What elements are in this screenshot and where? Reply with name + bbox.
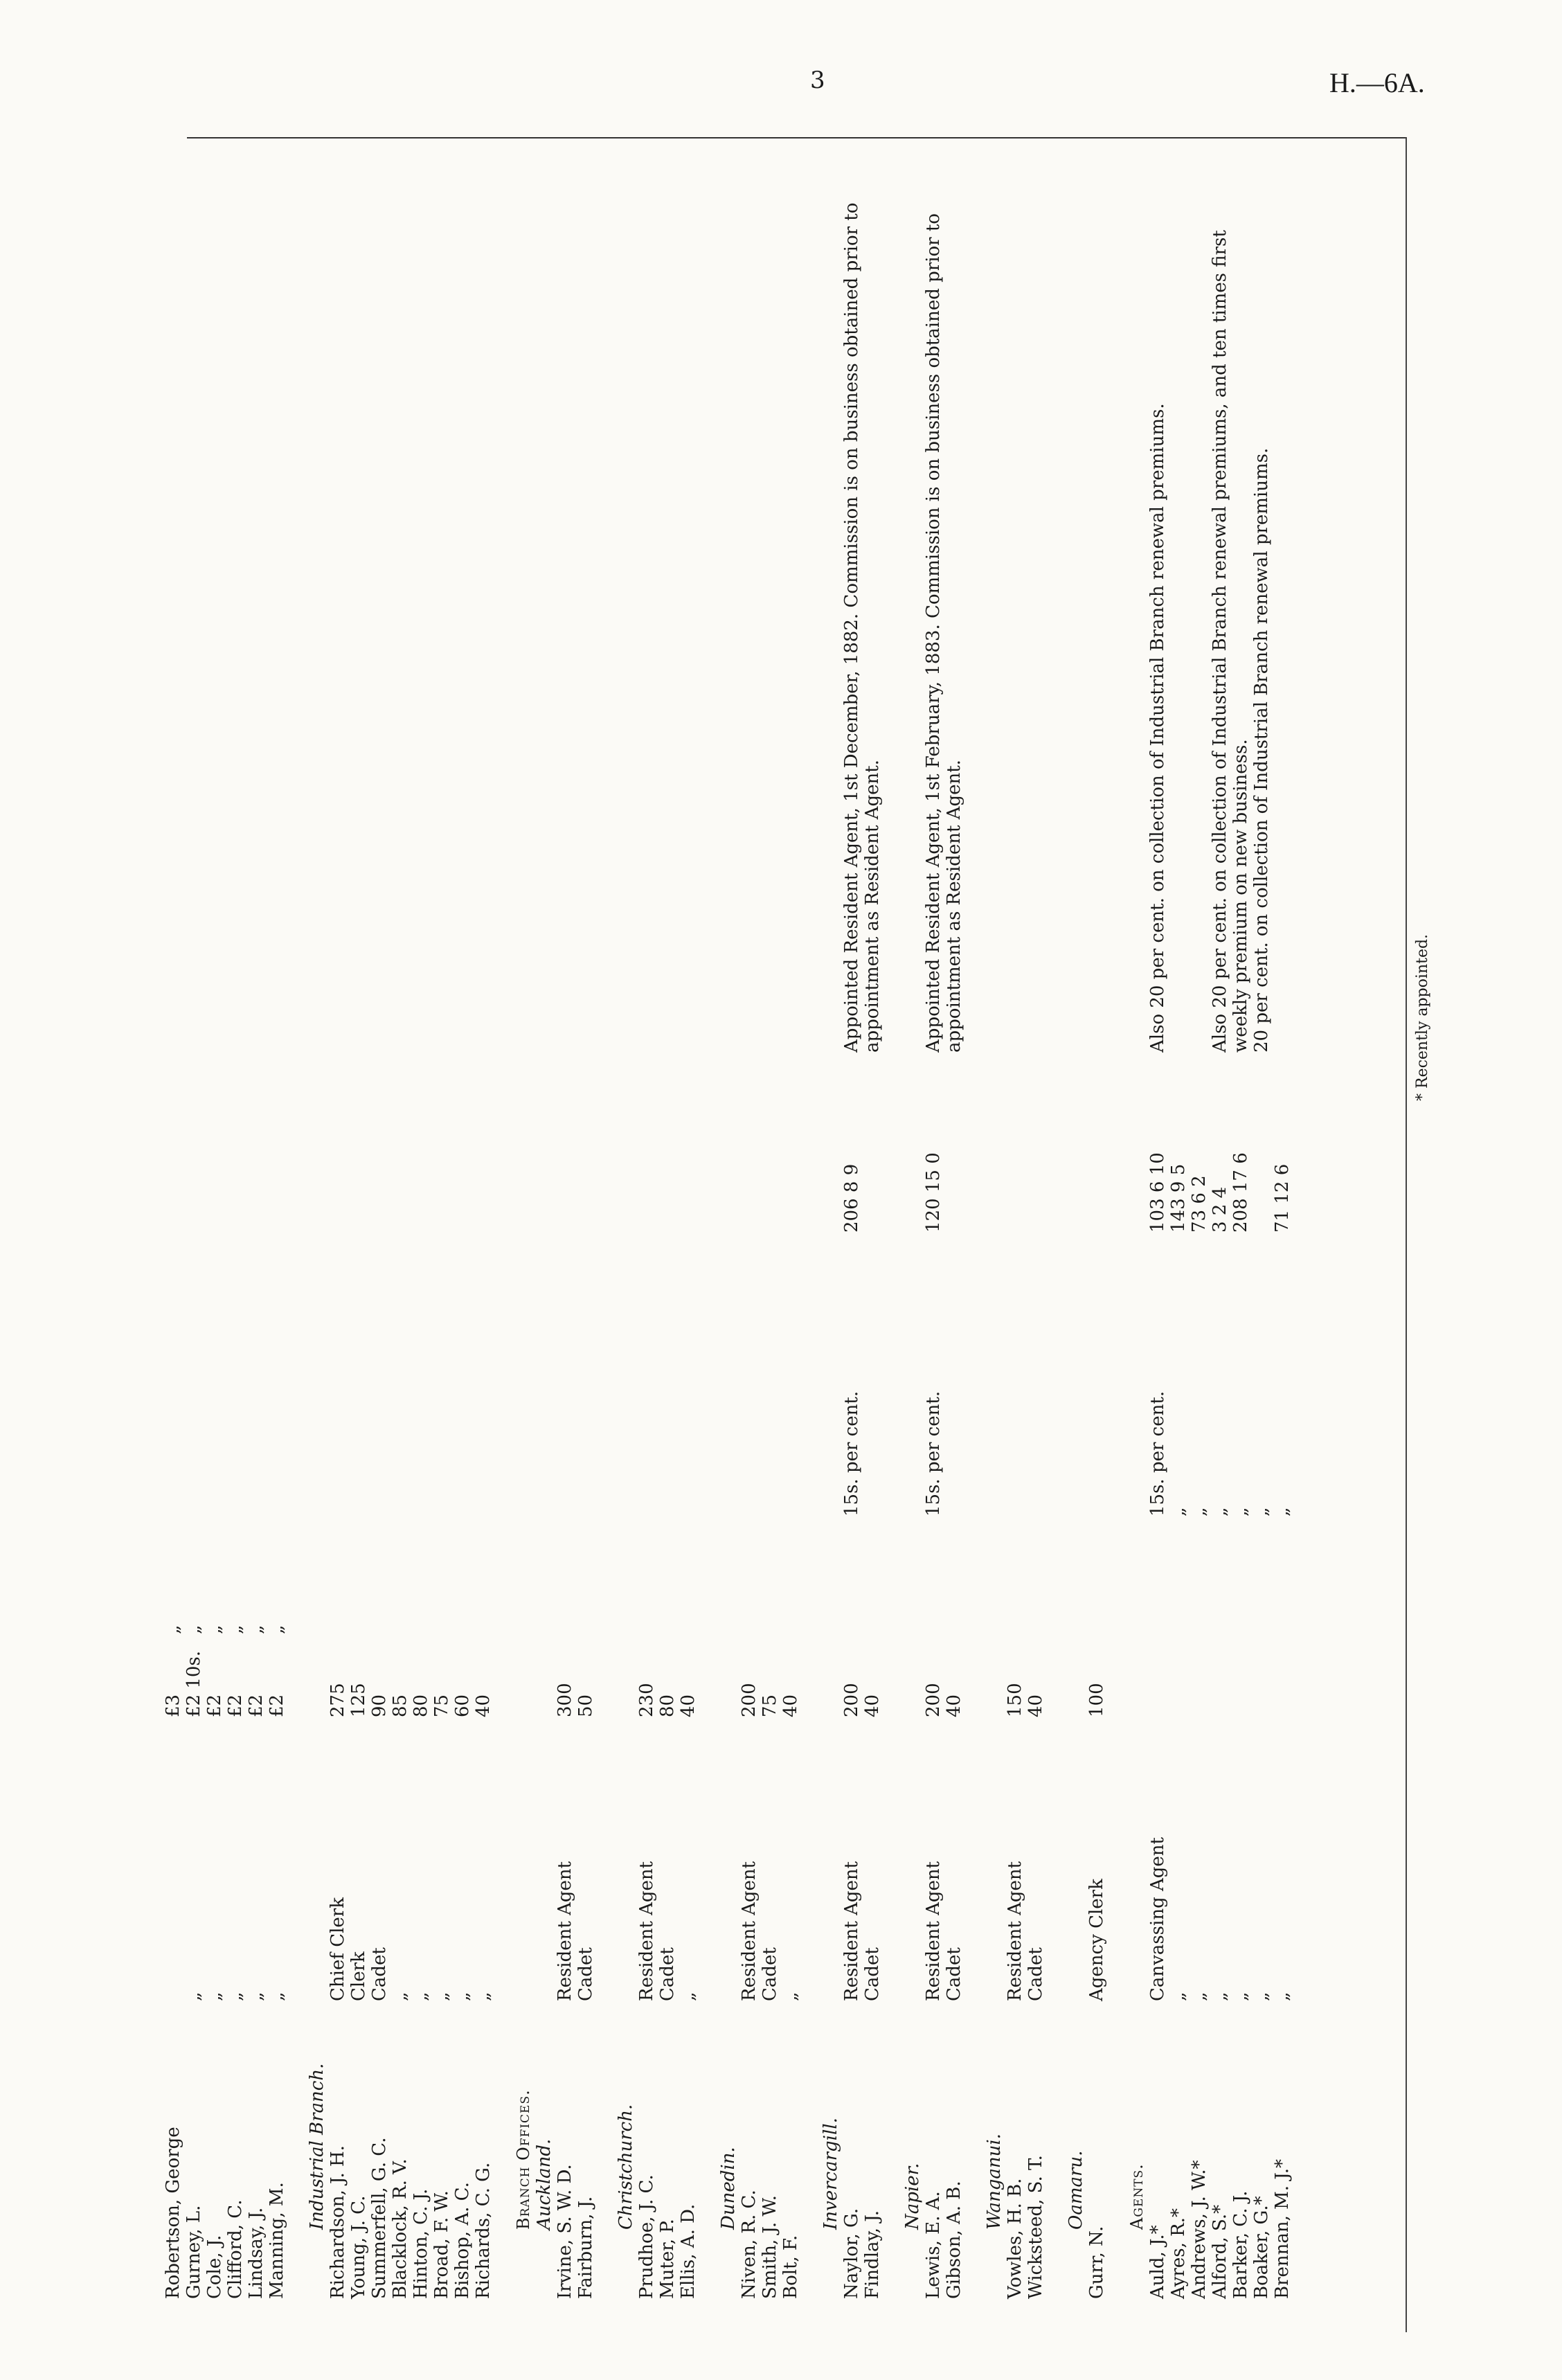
position-cell: „ (452, 1992, 473, 2001)
name-cell: Lindsay, J. (246, 2207, 267, 2299)
position-cell: „ (678, 1992, 699, 2001)
position-cell: Agency Clerk (1086, 1879, 1107, 2001)
table-row (657, 166, 678, 2299)
row-gap (699, 166, 718, 2299)
name-cell: Broad, F. W. (431, 2190, 452, 2299)
row-gap (1046, 166, 1066, 2299)
place-heading (902, 166, 923, 2299)
salary-cell: 60 (452, 1694, 473, 1717)
name-cell: Clifford, C. (225, 2199, 246, 2299)
commission-cell: 15s. per cent. (841, 1390, 862, 1516)
position-cell: Cadet (862, 1947, 883, 2001)
name-cell: Robertson, George (163, 2127, 183, 2299)
position-cell: „ (267, 1992, 287, 2001)
row-gap (494, 166, 513, 2299)
table-row (1251, 166, 1272, 2299)
table-row (1272, 166, 1293, 2299)
table-row (944, 166, 964, 2299)
salary-cell: „ (163, 1625, 183, 1634)
row-gap (801, 166, 820, 2299)
table-row (348, 166, 369, 2299)
position-cell: „ (1251, 1992, 1272, 2001)
position-cell: „ (431, 1992, 452, 2001)
table-row (204, 166, 225, 2299)
table-row (327, 166, 348, 2299)
name-cell: Gurney, L. (183, 2205, 204, 2299)
position-cell: „ (411, 1992, 431, 2001)
name-cell: Bishop, A. C. (452, 2182, 473, 2299)
row-gap (883, 166, 902, 2299)
position-cell: „ (246, 1992, 267, 2001)
salary-cell: 75 (431, 1694, 452, 1717)
table-row (575, 166, 596, 2299)
name-cell: Blacklock, R. V. (390, 2158, 411, 2299)
row-gap (287, 166, 307, 2299)
table-row (225, 166, 246, 2299)
salary-cell: 80 (657, 1694, 678, 1717)
salary-cell: 300 (555, 1683, 575, 1717)
table-row (1147, 166, 1168, 2299)
place-heading-text: Invercargill. (820, 2118, 841, 2230)
salary-cell: 275 (327, 1683, 348, 1717)
table-row (1189, 166, 1210, 2299)
table-row (1005, 166, 1025, 2299)
position-cell: Chief Clerk (327, 1897, 348, 2001)
table-row (1086, 166, 1107, 2299)
position-cell: „ (183, 1992, 204, 2001)
salary-cell: £2 (204, 1694, 225, 1717)
commission-cell: „ (1210, 1507, 1230, 1516)
top-rule (187, 137, 1406, 138)
salary-cell: 75 (760, 1694, 780, 1717)
name-cell: Fairburn, J. (575, 2196, 596, 2299)
remarks-cell: 20 per cent. on collection of Industrial Branch renewal premiums. (1251, 447, 1272, 1053)
table-row (862, 166, 883, 2299)
name-cell: Young, J. C. (348, 2195, 369, 2299)
amount-cell: 71 12 6 (1272, 1163, 1293, 1233)
table-row (555, 166, 575, 2299)
position-cell: „ (780, 1992, 801, 2001)
remarks-cell: Also 20 per cent. on collection of Industrial Branch renewal premiums, and ten times first weekly premium on new business. (1210, 230, 1251, 1053)
place-heading-text: Auckland. (534, 2138, 555, 2230)
salary-cell: 85 (390, 1694, 411, 1717)
salary-cell: 50 (575, 1694, 596, 1717)
name-cell: Auld, J.* (1147, 2225, 1168, 2299)
position-cell: Clerk (348, 1951, 369, 2001)
commission-cell: 15s. per cent. (1147, 1390, 1168, 1516)
salary-cell: 200 (739, 1683, 760, 1717)
amount-cell: 73 6 2 (1189, 1175, 1210, 1233)
commission-cell: „ (1168, 1507, 1189, 1516)
commission-cell: „ (1189, 1507, 1210, 1516)
position-cell: Resident Agent (739, 1861, 760, 2001)
salary-cell: 200 (841, 1683, 862, 1717)
name-cell: Hinton, C. J. (411, 2188, 431, 2299)
name-cell: Wicksteed, S. T. (1025, 2155, 1046, 2299)
section-heading (307, 166, 327, 2299)
position-cell: „ (1230, 1992, 1251, 2001)
commission-cell: „ (1251, 1507, 1272, 1516)
table-row (780, 166, 801, 2299)
place-heading-text: Christchurch. (616, 2104, 636, 2230)
section-heading-text: Agents. (1127, 2163, 1147, 2230)
row-gap (964, 166, 984, 2299)
name-cell: Alford, S.* (1210, 2204, 1230, 2299)
section-heading (1126, 166, 1147, 2299)
position-cell: Resident Agent (636, 1861, 657, 2001)
position-cell: Resident Agent (923, 1861, 944, 2001)
position-cell: Resident Agent (841, 1861, 862, 2001)
salary-cell: £2 (267, 1694, 287, 1717)
commission-cell: 15s. per cent. (923, 1390, 944, 1516)
remarks-cell: Also 20 per cent. on collection of Industrial Branch renewal premiums. (1147, 403, 1168, 1053)
salary-cell: 100 (1086, 1683, 1107, 1717)
table-row (431, 166, 452, 2299)
salary-cell: „ (183, 1625, 204, 1634)
table-row (452, 166, 473, 2299)
place-heading-text: Oamaru. (1066, 2150, 1086, 2230)
staff-table (163, 166, 1464, 2299)
salary-cell: 150 (1005, 1683, 1025, 1717)
name-cell: Brennan, M. J.* (1272, 2158, 1293, 2299)
table-row (163, 166, 183, 2299)
name-cell: Andrews, J. W.* (1189, 2160, 1210, 2299)
salary-cell: 230 (636, 1683, 657, 1717)
footnote: * Recently appointed. (1414, 933, 1431, 1101)
salary-cell: 200 (923, 1683, 944, 1717)
name-cell: Naylor, G. (841, 2208, 862, 2299)
salary-cell: 125 (348, 1683, 369, 1717)
name-cell: Smith, J. W. (760, 2195, 780, 2299)
place-heading-text: Napier. (902, 2163, 923, 2230)
place-heading (718, 166, 739, 2299)
salary-cell: £2 (225, 1694, 246, 1717)
table-row (411, 166, 431, 2299)
amount-cell: 143 9 5 (1168, 1163, 1189, 1233)
table-row (739, 166, 760, 2299)
name-cell: Irvine, S. W. D. (555, 2164, 575, 2299)
table-row (267, 166, 287, 2299)
salary-cell: £2 (246, 1694, 267, 1717)
position-cell: Cadet (760, 1947, 780, 2001)
table-row (390, 166, 411, 2299)
row-gap (596, 166, 616, 2299)
name-cell: Bolt, F. (780, 2235, 801, 2299)
amount-cell: 120 15 0 (923, 1152, 944, 1233)
name-cell: Lewis, E. A. (923, 2191, 944, 2299)
name-cell: Boaker, G.* (1251, 2196, 1272, 2299)
place-heading (616, 166, 636, 2299)
section-heading (513, 166, 534, 2299)
position-cell: Resident Agent (1005, 1861, 1025, 2001)
place-heading (534, 166, 555, 2299)
position-cell: „ (1189, 1992, 1210, 2001)
table-row (678, 166, 699, 2299)
section-heading-text: Industrial Branch. (307, 2063, 327, 2230)
amount-cell: 3 2 4 (1210, 1186, 1230, 1233)
name-cell: Gibson, A. B. (944, 2181, 964, 2299)
row-gap (1107, 166, 1126, 2299)
salary-cell: 40 (944, 1694, 964, 1717)
table-row (473, 166, 494, 2299)
salary-cell: „ (267, 1625, 287, 1634)
name-cell: Vowles, H. B. (1005, 2178, 1025, 2299)
salary-cell: 90 (369, 1694, 390, 1717)
table-row (369, 166, 390, 2299)
name-cell: Gurr, N. (1086, 2226, 1107, 2299)
place-heading-text: Wanganui. (984, 2133, 1005, 2230)
table-row (1025, 166, 1046, 2299)
position-cell: Canvassing Agent (1147, 1837, 1168, 2001)
name-cell: Muter, P. (657, 2219, 678, 2299)
commission-cell: „ (1272, 1507, 1293, 1516)
remarks-cell: Appointed Resident Agent, 1st February, 1883. Commission is on business obtained prior to appointment as Resident Agent. (923, 213, 964, 1053)
amount-cell: 206 8 9 (841, 1163, 862, 1233)
name-cell: Findlay, J. (862, 2210, 883, 2299)
section-heading-text: Branch Offices. (514, 2089, 533, 2230)
amount-cell: 103 6 10 (1147, 1152, 1168, 1233)
position-cell: Cadet (575, 1947, 596, 2001)
name-cell: Niven, R. C. (739, 2190, 760, 2299)
commission-cell: „ (1230, 1507, 1251, 1516)
position-cell: „ (473, 1992, 494, 2001)
name-cell: Ayres, R.* (1168, 2208, 1189, 2299)
table-row (1230, 166, 1251, 2299)
position-cell: „ (1210, 1992, 1230, 2001)
table-row (636, 166, 657, 2299)
table-row (1168, 166, 1189, 2299)
position-cell: „ (390, 1992, 411, 2001)
salary-cell: „ (204, 1625, 225, 1634)
position-cell: „ (1272, 1992, 1293, 2001)
remarks-cell: Appointed Resident Agent, 1st December, 1882. Commission is on business obtained prior to appointment as Resident Agent. (841, 202, 883, 1053)
name-cell: Manning, M. (267, 2182, 287, 2299)
place-heading (984, 166, 1005, 2299)
name-cell: Prudhoe, J. C. (636, 2174, 657, 2299)
salary-cell: 80 (411, 1694, 431, 1717)
position-cell: Cadet (1025, 1947, 1046, 2001)
salary-cell: 40 (862, 1694, 883, 1717)
name-cell: Summerfell, G. C. (369, 2137, 390, 2299)
salary-cell: £2 10s. (183, 1650, 204, 1717)
place-heading-text: Dunedin. (718, 2147, 739, 2230)
name-cell: Barker, C. J. (1230, 2190, 1251, 2299)
table-body (163, 166, 1293, 2299)
position-cell: Resident Agent (555, 1861, 575, 2001)
salary-cell: 40 (473, 1694, 494, 1717)
name-cell: Cole, J. (204, 2235, 225, 2299)
place-heading (1066, 166, 1086, 2299)
salary-cell: 40 (1025, 1694, 1046, 1717)
position-cell: „ (204, 1992, 225, 2001)
place-heading (820, 166, 841, 2299)
salary-cell: £3 (163, 1694, 183, 1717)
document-id: H.—6A. (1329, 67, 1425, 98)
salary-cell: 40 (678, 1694, 699, 1717)
name-cell: Richards, C. G. (473, 2162, 494, 2299)
name-cell: Richardson, J. H. (327, 2145, 348, 2299)
position-cell: „ (1168, 1992, 1189, 2001)
name-cell: Ellis, A. D. (678, 2203, 699, 2299)
position-cell: Cadet (369, 1947, 390, 2001)
position-cell: Cadet (657, 1947, 678, 2001)
amount-cell: 208 17 6 (1230, 1152, 1251, 1233)
table-row (246, 166, 267, 2299)
table-row (183, 166, 204, 2299)
page-number: 3 (810, 66, 825, 94)
salary-cell: 40 (780, 1694, 801, 1717)
table-row (760, 166, 780, 2299)
salary-cell: „ (225, 1625, 246, 1634)
position-cell: Cadet (944, 1947, 964, 2001)
salary-cell: „ (246, 1625, 267, 1634)
position-cell: „ (225, 1992, 246, 2001)
